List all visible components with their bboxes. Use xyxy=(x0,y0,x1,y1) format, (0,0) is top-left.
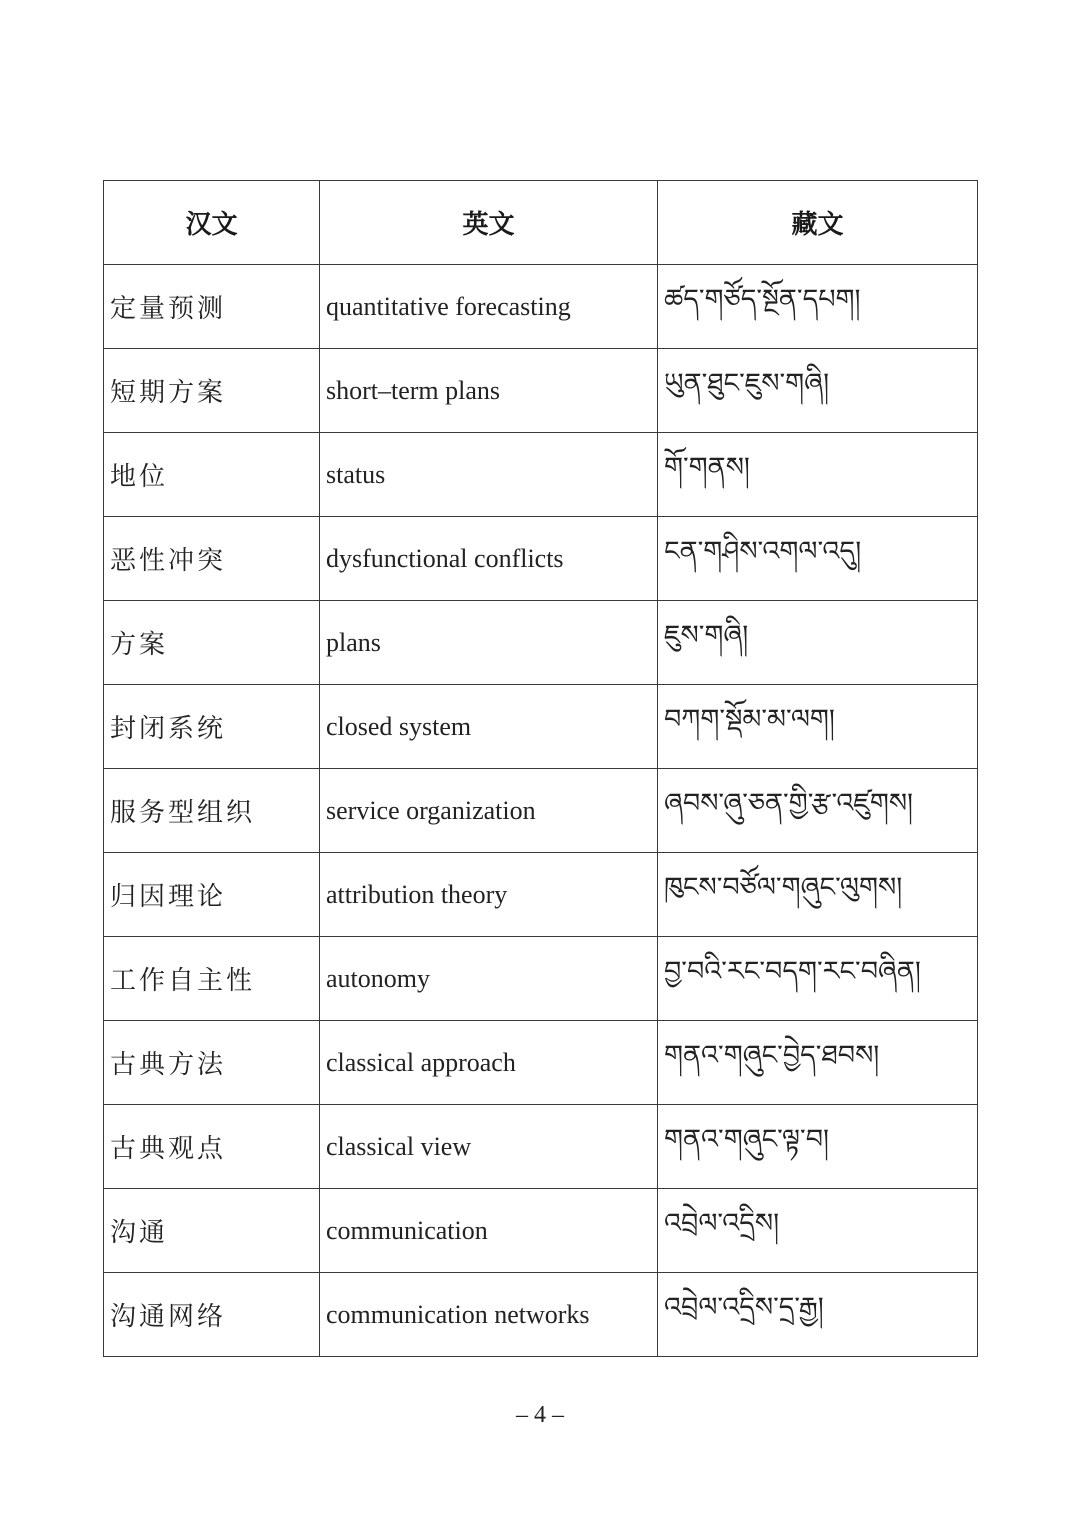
table-row xyxy=(104,517,978,601)
tibetan-term-cell: གནའ་གཞུང་བྱེད་ཐབས། xyxy=(658,1021,978,1105)
tibetan-term-cell: གནའ་གཞུང་ལྟ་བ། xyxy=(658,1105,978,1189)
table-row xyxy=(104,1273,978,1357)
english-term-cell: plans xyxy=(320,601,658,685)
chinese-term-cell: 方案 xyxy=(104,601,320,685)
header-chinese: 汉文 xyxy=(104,181,320,265)
chinese-term-cell: 封闭系统 xyxy=(104,685,320,769)
chinese-term-cell: 工作自主性 xyxy=(104,937,320,1021)
chinese-term-cell: 沟通网络 xyxy=(104,1273,320,1357)
header-row xyxy=(104,181,978,265)
english-term-cell: attribution theory xyxy=(320,853,658,937)
table-row xyxy=(104,1021,978,1105)
english-term-cell: closed system xyxy=(320,685,658,769)
chinese-term-cell: 定量预测 xyxy=(104,265,320,349)
tibetan-term-cell: འབྲེལ་འདྲིས་དྲ་རྒྱ། xyxy=(658,1273,978,1357)
header-english: 英文 xyxy=(320,181,658,265)
chinese-term-cell: 归因理论 xyxy=(104,853,320,937)
table-row xyxy=(104,853,978,937)
table-row xyxy=(104,1105,978,1189)
english-term-cell: quantitative forecasting xyxy=(320,265,658,349)
table-row xyxy=(104,349,978,433)
chinese-term-cell: 服务型组织 xyxy=(104,769,320,853)
english-term-cell: communication xyxy=(320,1189,658,1273)
english-term-cell: classical view xyxy=(320,1105,658,1189)
chinese-term-cell: 古典方法 xyxy=(104,1021,320,1105)
chinese-term-cell: 地位 xyxy=(104,433,320,517)
header-tibetan: 藏文 xyxy=(658,181,978,265)
table-row xyxy=(104,601,978,685)
english-term-cell: service organization xyxy=(320,769,658,853)
english-term-cell: classical approach xyxy=(320,1021,658,1105)
tibetan-term-cell: ངན་གཤིས་འགལ་འདུ། xyxy=(658,517,978,601)
english-term-cell: autonomy xyxy=(320,937,658,1021)
page-number: – 4 – xyxy=(516,1402,564,1428)
table-row xyxy=(104,1189,978,1273)
tibetan-term-cell: ཚད་གཙོད་སྔོན་དཔག། xyxy=(658,265,978,349)
tibetan-term-cell: བྱ་བའི་རང་བདག་རང་བཞིན། xyxy=(658,937,978,1021)
tibetan-term-cell: ཞབས་ཞུ་ཅན་གྱི་རྩ་འཛུགས། xyxy=(658,769,978,853)
chinese-term-cell: 恶性冲突 xyxy=(104,517,320,601)
tibetan-term-cell: བཀག་སྡོམ་མ་ལག། xyxy=(658,685,978,769)
tibetan-term-cell: ཁུངས་བཙོལ་གཞུང་ལུགས། xyxy=(658,853,978,937)
table-row xyxy=(104,433,978,517)
english-term-cell: status xyxy=(320,433,658,517)
english-term-cell: dysfunctional conflicts xyxy=(320,517,658,601)
english-term-cell: short–term plans xyxy=(320,349,658,433)
tibetan-term-cell: ཇུས་གཞི། xyxy=(658,601,978,685)
glossary-table xyxy=(103,180,978,1357)
glossary-body xyxy=(104,265,978,1357)
table-row xyxy=(104,685,978,769)
tibetan-term-cell: ཡུན་ཐུང་ཇུས་གཞི། xyxy=(658,349,978,433)
chinese-term-cell: 沟通 xyxy=(104,1189,320,1273)
tibetan-term-cell: འབྲེལ་འདྲིས། xyxy=(658,1189,978,1273)
table-row xyxy=(104,265,978,349)
table-row xyxy=(104,937,978,1021)
tibetan-term-cell: གོ་གནས། xyxy=(658,433,978,517)
chinese-term-cell: 短期方案 xyxy=(104,349,320,433)
table-row xyxy=(104,769,978,853)
english-term-cell: communication networks xyxy=(320,1273,658,1357)
chinese-term-cell: 古典观点 xyxy=(104,1105,320,1189)
